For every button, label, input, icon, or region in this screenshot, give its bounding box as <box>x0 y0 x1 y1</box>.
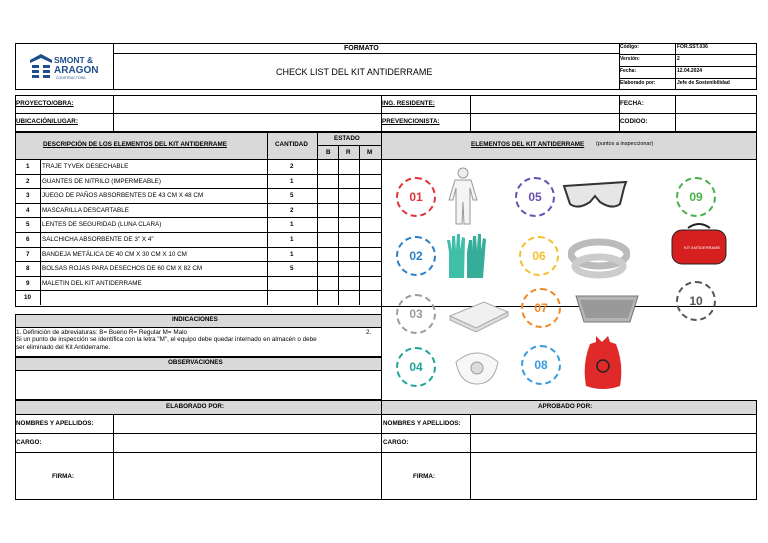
nombres-label-left: NOMBRES Y APELLIDOS: <box>16 420 94 427</box>
firma-label-right: FIRMA: <box>413 473 436 480</box>
prevencionista-field[interactable] <box>471 114 618 131</box>
qty-column-header: CANTIDAD <box>275 141 308 148</box>
elaborado-header: ELABORADO POR: <box>166 403 225 410</box>
meta-value: 2 <box>677 56 680 62</box>
spill-kit-bag-label: KIT ANTIDERRAME <box>684 245 721 250</box>
table-row <box>15 174 381 189</box>
indicaciones-header: INDICACIONES <box>172 316 218 323</box>
estado-b-cell[interactable] <box>318 277 337 290</box>
desc-column-header: DESCRIPCIÓN DE LOS ELEMENTOS DEL KIT ANTIDERRAME <box>43 141 227 148</box>
ing-residente-label: ING. RESIDENTE: <box>382 100 435 107</box>
red-waste-bag-icon <box>582 334 624 392</box>
row-description: LENTES DE SEGURIDAD (LUNA CLARA) <box>42 221 162 229</box>
meta-value: FOR.SST.036 <box>677 44 708 50</box>
company-logo <box>30 53 105 83</box>
estado-b-cell[interactable] <box>318 291 337 304</box>
row-description: TRAJE TYVEK DESECHABLE <box>42 163 129 170</box>
row-description: MASCARILLA DESCARTABLE <box>42 206 129 214</box>
table-row <box>15 159 381 174</box>
row-quantity: 5 <box>290 192 294 200</box>
estado-b-cell[interactable] <box>318 189 337 202</box>
firma-field-left[interactable] <box>114 453 380 499</box>
estado-r-cell[interactable] <box>339 233 358 246</box>
estado-m-cell[interactable] <box>360 175 379 188</box>
estado-b-cell[interactable] <box>318 218 337 231</box>
row-quantity: 1 <box>290 177 294 185</box>
row-number: 2 <box>26 177 30 185</box>
format-label: FORMATO <box>344 45 379 52</box>
cargo-field-left[interactable] <box>114 434 380 452</box>
table-row <box>15 247 381 262</box>
element-number-badge: 06 <box>519 236 559 276</box>
fecha-label: FECHA: <box>620 100 644 107</box>
nitrile-gloves-icon <box>446 232 486 280</box>
absorbent-sock-icon <box>568 236 630 282</box>
meta-value: Jefe de Sostenibilidad <box>677 80 730 86</box>
estado-r-cell[interactable] <box>339 291 358 304</box>
element-number-badge: 07 <box>521 288 561 328</box>
indicaciones-line1: 1. Definición de abreviaturas: B= Bueno R= Regular M= Malo <box>16 329 187 336</box>
indicaciones-num2: 2. <box>366 329 372 336</box>
proyecto-field[interactable] <box>114 96 380 113</box>
meta-value: 12.04.2024 <box>677 68 703 74</box>
elements-note: (puntos a inspeccionar) <box>596 141 654 147</box>
estado-r-cell[interactable] <box>339 160 358 173</box>
estado-m-header: M <box>367 149 373 156</box>
codigo-field[interactable] <box>676 114 756 131</box>
estado-r-header: R <box>346 149 351 156</box>
estado-m-cell[interactable] <box>360 218 379 231</box>
estado-m-cell[interactable] <box>360 277 379 290</box>
dust-mask-icon <box>452 344 502 386</box>
codigo-label: CODIOO: <box>620 118 648 125</box>
estado-b-cell[interactable] <box>318 204 337 217</box>
row-number: 1 <box>26 163 30 170</box>
element-number-badge: 03 <box>396 294 436 334</box>
firma-label-left: FIRMA: <box>52 473 75 480</box>
row-number: 5 <box>26 221 30 229</box>
estado-m-cell[interactable] <box>360 291 379 304</box>
observaciones-field[interactable] <box>16 371 380 399</box>
element-number-badge: 08 <box>521 345 561 385</box>
safety-glasses-icon <box>562 178 628 214</box>
row-description: BOLSAS ROJAS PARA DESECHOS DE 60 CM X 82 CM <box>42 265 203 273</box>
cargo-label-left: CARGO: <box>16 439 42 446</box>
element-number-badge: 01 <box>396 177 436 217</box>
ing-residente-field[interactable] <box>471 96 618 113</box>
prevencionista-label: PREVENCIONISTA: <box>382 118 440 125</box>
cargo-label-right: CARGO: <box>383 439 409 446</box>
estado-r-cell[interactable] <box>339 189 358 202</box>
nombres-label-right: NOMBRES Y APELLIDOS: <box>383 420 461 427</box>
row-description: SALCHICHA ABSORBENTE DE 3" X 4" <box>42 236 154 243</box>
estado-b-cell[interactable] <box>318 262 337 275</box>
estado-r-cell[interactable] <box>339 248 358 261</box>
meta-key: Versión: <box>620 56 640 62</box>
aprobado-header: APROBADO POR: <box>538 403 593 410</box>
ubicacion-field[interactable] <box>114 114 380 131</box>
absorbent-pads-icon <box>448 296 510 336</box>
table-row <box>15 261 381 276</box>
table-row <box>15 276 381 291</box>
meta-key: Fecha: <box>620 68 637 74</box>
elements-header: ELEMENTOS DEL KIT ANTIDERRAME <box>471 141 585 148</box>
row-quantity: 1 <box>290 250 294 258</box>
row-quantity: 2 <box>290 163 294 170</box>
observaciones-header: OBSERVACIONES <box>168 359 223 366</box>
spill-kit-bag-icon <box>670 222 728 266</box>
estado-b-cell[interactable] <box>318 175 337 188</box>
estado-m-cell[interactable] <box>360 160 379 173</box>
row-description: BANDEJA METÁLICA DE 40 CM X 30 CM X 10 CM <box>42 250 187 258</box>
table-row <box>15 217 381 232</box>
proyecto-label: PROYECTO/OBRA: <box>16 100 74 107</box>
estado-r-cell[interactable] <box>339 262 358 275</box>
estado-b-cell[interactable] <box>318 248 337 261</box>
row-quantity: 2 <box>290 206 294 214</box>
table-row <box>15 232 381 247</box>
table-row <box>15 203 381 218</box>
element-number-badge: 04 <box>396 347 436 387</box>
element-number-badge: 09 <box>676 177 716 217</box>
row-number: 8 <box>26 265 30 273</box>
cargo-field-right[interactable] <box>471 434 756 452</box>
row-quantity: 5 <box>290 265 294 273</box>
estado-m-cell[interactable] <box>360 189 379 202</box>
row-quantity: 1 <box>290 236 294 243</box>
row-description: GUANTES DE NITRILO (IMPERMEABLE) <box>42 177 161 185</box>
spill-kit-case <box>670 222 728 266</box>
estado-b-cell[interactable] <box>318 160 337 173</box>
estado-m-cell[interactable] <box>360 262 379 275</box>
nombres-field-left[interactable] <box>114 415 380 433</box>
row-number: 4 <box>26 206 30 214</box>
tyvek-suit-icon <box>447 166 479 226</box>
element-number-badge: 05 <box>515 177 555 217</box>
row-description: JUEGO DE PAÑOS ABSORBENTES DE 43 CM X 48 CM <box>42 192 204 200</box>
estado-m-cell[interactable] <box>360 248 379 261</box>
row-number: 7 <box>26 250 30 258</box>
estado-b-header: B <box>326 149 331 156</box>
row-number: 3 <box>26 192 30 200</box>
indicaciones-line3: ser eliminado del Kit Antiderrame. <box>16 344 111 351</box>
estado-r-cell[interactable] <box>339 218 358 231</box>
estado-r-cell[interactable] <box>339 175 358 188</box>
row-number: 6 <box>26 236 30 243</box>
row-number: 9 <box>26 279 30 287</box>
document-title: CHECK LIST DEL KIT ANTIDERRAME <box>276 67 433 77</box>
ubicacion-label: UBICACIÓN/LUGAR: <box>16 118 78 125</box>
fecha-field[interactable] <box>676 96 756 113</box>
building-logo-icon <box>30 54 52 80</box>
firma-field-right[interactable] <box>471 453 756 499</box>
estado-header: ESTADO <box>334 135 360 142</box>
logo-line1: SMONT & <box>54 55 94 65</box>
table-row <box>15 188 381 203</box>
meta-key: Elaborado por: <box>620 80 656 86</box>
estado-m-cell[interactable] <box>360 233 379 246</box>
row-number: 10 <box>24 294 32 302</box>
nombres-field-right[interactable] <box>471 415 756 433</box>
row-quantity: 1 <box>290 221 294 229</box>
metal-tray-icon <box>572 290 642 330</box>
element-number-badge: 02 <box>396 236 436 276</box>
meta-key: Código: <box>620 44 639 50</box>
logo-line2: ARAGON <box>54 65 99 76</box>
row-description: MALETIN DEL KIT ANTIDERRAME <box>42 279 142 287</box>
estado-r-cell[interactable] <box>339 204 358 217</box>
logo-tagline: CONSTRUCTORA <box>56 76 86 80</box>
table-row <box>15 290 381 305</box>
element-number-badge: 10 <box>676 281 716 321</box>
estado-b-cell[interactable] <box>318 233 337 246</box>
estado-r-cell[interactable] <box>339 277 358 290</box>
indicaciones-line2: Si un punto de inspección se identifica con la letra "M", el equipo debe quedar internado en almacén o debe <box>16 336 317 343</box>
estado-m-cell[interactable] <box>360 204 379 217</box>
